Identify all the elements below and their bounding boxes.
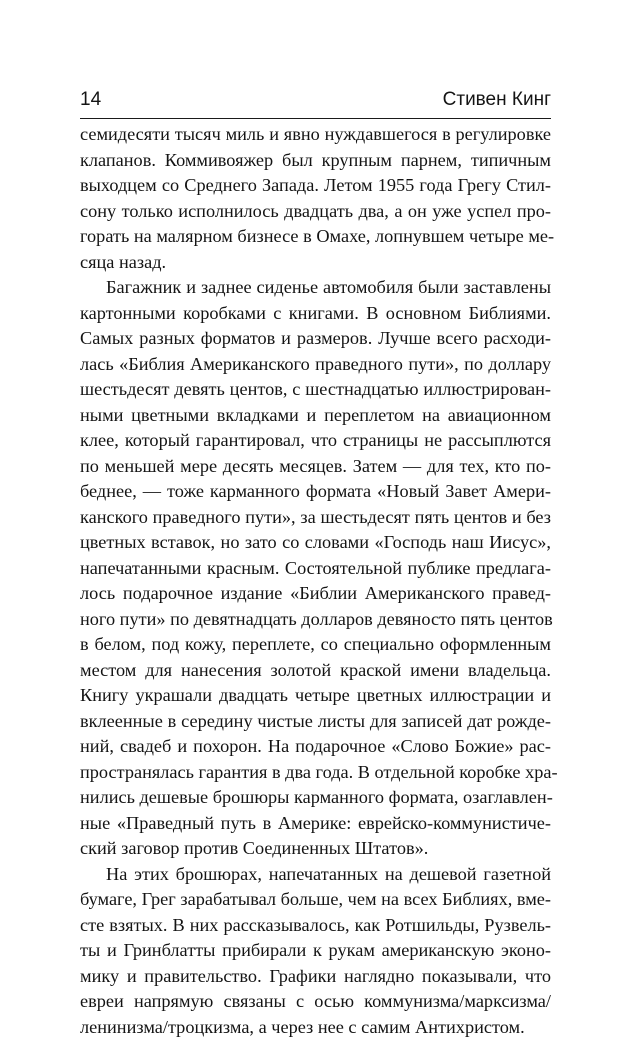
text-line: напечатанными красным. Состоятельной публике предлага-: [80, 556, 551, 582]
text-line: Багажник и заднее сиденье автомобиля были заставлены: [80, 275, 551, 301]
running-head: [80, 88, 551, 118]
text-line: Самых разных форматов и размеров. Лучше всего расходи-: [80, 326, 551, 352]
text-line: ленинизма/троцкизма, а через нее с самим Антихристом.: [80, 1015, 551, 1040]
text-line: вклеенные в середину чистые листы для записей дат рожде-: [80, 709, 551, 735]
header-rule: [80, 118, 551, 119]
text-line: сону только исполнилось двадцать два, а он уже успел про-: [80, 199, 551, 225]
text-line: нились дешевые брошюры карманного формата, озаглавлен-: [80, 785, 551, 811]
text-line: клее, который гарантировал, что страницы не рассыплются: [80, 428, 551, 454]
text-line: по меньшей мере десять месяцев. Затем — для тех, кто по-: [80, 454, 551, 480]
paragraph: [80, 122, 551, 275]
text-line: На этих брошюрах, напечатанных на дешевой газетной: [80, 862, 551, 888]
text-line: ний, свадеб и похорон. На подарочное «Слово Божие» рас-: [80, 734, 551, 760]
text-line: евреи напрямую связаны с осью коммунизма/марксизма/: [80, 989, 551, 1015]
text-line: Книгу украшали двадцать четыре цветных иллюстрации и: [80, 683, 551, 709]
text-line: ский заговор против Соединенных Штатов».: [80, 836, 551, 862]
text-line: беднее, — тоже карманного формата «Новый Завет Амери-: [80, 479, 551, 505]
text-line: лось подарочное издание «Библии Американского правед-: [80, 581, 551, 607]
page-number: 14: [80, 88, 101, 112]
paragraph: [80, 275, 551, 862]
text-line: цветных вставок, но зато со словами «Господь наш Иисус»,: [80, 530, 551, 556]
text-line: местом для нанесения золотой краской имени владельца.: [80, 658, 551, 684]
text-line: канского праведного пути», за шестьдесят пять центов и без: [80, 505, 551, 531]
text-line: клапанов. Коммивояжер был крупным парнем, типичным: [80, 148, 551, 174]
text-line: в белом, под кожу, переплете, со специально оформленным: [80, 632, 551, 658]
text-line: ными цветными вкладками и переплетом на авиационном: [80, 403, 551, 429]
text-line: выходцем со Среднего Запада. Летом 1955 года Грегу Стил-: [80, 173, 551, 199]
text-line: мику и правительство. Графики наглядно показывали, что: [80, 964, 551, 990]
text-line: картонными коробками с книгами. В основном Библиями.: [80, 301, 551, 327]
text-line: сте взятых. В них рассказывалось, как Ротшильды, Рузвель-: [80, 913, 551, 939]
text-line: семидесяти тысяч миль и явно нуждавшегося в регулировке: [80, 122, 551, 148]
running-title: Стивен Кинг: [443, 88, 551, 112]
text-line: бумаге, Грег зарабатывал больше, чем на всех Библиях, вме-: [80, 887, 551, 913]
text-line: сяца назад.: [80, 250, 551, 276]
text-line: лась «Библия Американского праведного пути», по доллару: [80, 352, 551, 378]
body-text: [80, 122, 551, 1040]
text-line: шестьдесят девять центов, с шестнадцатью иллюстрирован-: [80, 377, 551, 403]
text-line: горать на малярном бизнесе в Омахе, лопнувшем четыре ме-: [80, 224, 551, 250]
text-line: пространялась гарантия в два года. В отдельной коробке хра-: [80, 760, 551, 786]
text-line: ного пути» по девятнадцать долларов девяносто пять центов: [80, 607, 551, 633]
paragraph: [80, 862, 551, 1040]
text-line: ты и Гринблатты прибирали к рукам американскую эконо-: [80, 938, 551, 964]
text-line: ные «Праведный путь в Америке: еврейско-коммунистиче-: [80, 811, 551, 837]
